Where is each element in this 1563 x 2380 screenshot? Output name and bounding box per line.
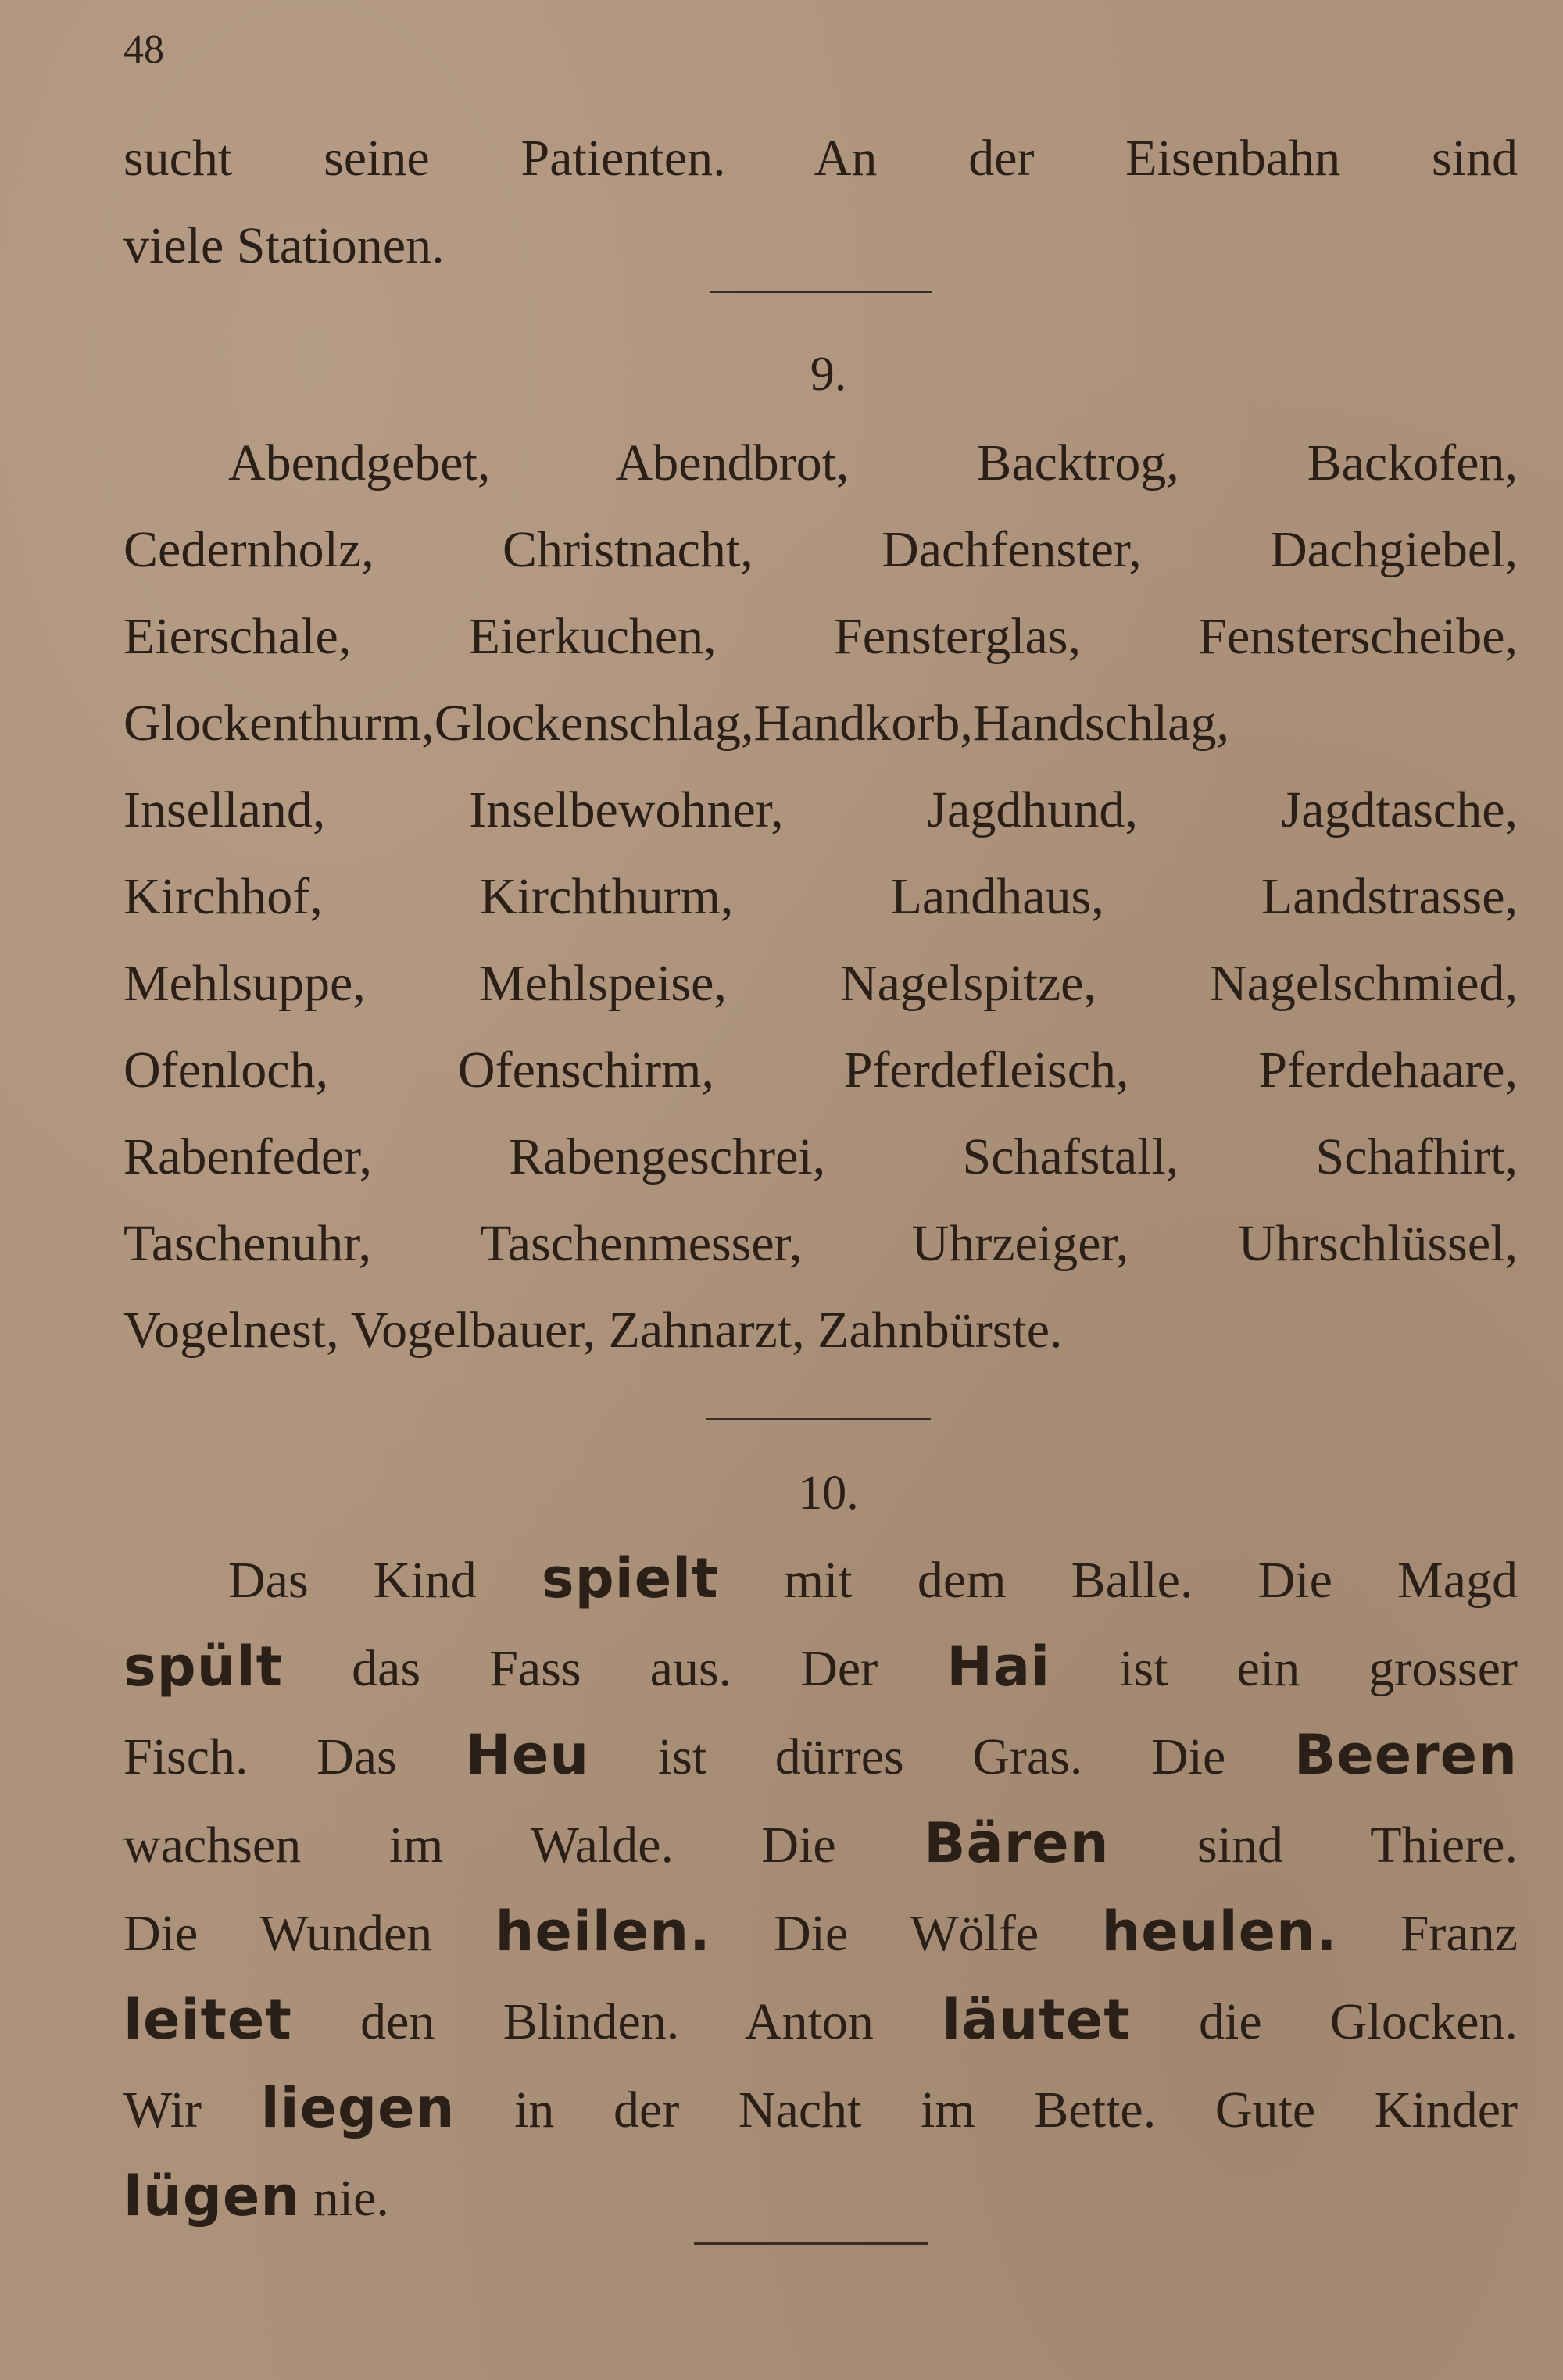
emphasized-word: Hai (946, 1635, 1051, 1699)
text-segment: wachsen im Walde. Die (123, 1817, 925, 1874)
text-line (123, 1988, 1518, 2052)
text-line (228, 1546, 1518, 1610)
text-line: sucht seine Patienten. An der Eisenbahn sind (123, 130, 1518, 187)
text-line: Vogelnest, Vogelbauer, Zahnarzt, Zahnbürste. (123, 1302, 1063, 1359)
text-segment: die Glocken. (1130, 1993, 1518, 2050)
section-number: 10. (798, 1467, 859, 1520)
text-line (123, 2076, 1518, 2140)
text-segment: nie. (300, 2170, 389, 2227)
text-line: Inselland, Inselbewohner, Jagdhund, Jagdtasche, (123, 781, 1518, 838)
emphasized-word: Bären (924, 1811, 1110, 1875)
text-line (123, 1811, 1518, 1875)
text-line (123, 1723, 1518, 1787)
emphasized-word: leitet (123, 1988, 292, 2052)
text-line: Rabenfeder, Rabengeschrei, Schafstall, Schafhirt, (123, 1128, 1518, 1185)
text-segment: ist dürres Gras. Die (589, 1728, 1294, 1785)
emphasized-word: heulen. (1101, 1899, 1338, 1964)
text-segment: das Fass aus. Der (283, 1640, 947, 1697)
text-line: Ofenloch, Ofenschirm, Pferdefleisch, Pferdehaare, (123, 1042, 1518, 1099)
text-line: Taschenuhr, Taschenmesser, Uhrzeiger, Uhrschlüssel, (123, 1215, 1518, 1272)
text-line: Cedernholz, Christnacht, Dachfenster, Dachgiebel, (123, 521, 1518, 578)
text-line: viele Stationen. (123, 217, 445, 274)
emphasized-word: spielt (541, 1546, 719, 1610)
section-divider (706, 1418, 931, 1420)
text-segment: Franz (1337, 1905, 1518, 1962)
text-line: Kirchhof, Kirchthurm, Landhaus, Landstrasse, (123, 868, 1518, 925)
emphasized-word: lügen (123, 2164, 301, 2228)
text-segment: sind Thiere. (1109, 1817, 1518, 1874)
emphasized-word: Heu (465, 1723, 590, 1787)
text-segment: den Blinden. Anton (291, 1993, 942, 2050)
section-divider (710, 291, 932, 293)
text-line: Glockenthurm,Glockenschlag,Handkorb,Handschlag, (123, 695, 1229, 752)
text-segment: mit dem Balle. Die Magd (718, 1552, 1518, 1609)
emphasized-word: spült (123, 1635, 284, 1699)
section-number: 9. (810, 348, 847, 401)
emphasized-word: liegen (260, 2076, 456, 2140)
text-segment: Die Wunden (123, 1905, 495, 1962)
emphasized-word: heilen. (495, 1899, 711, 1964)
text-line (123, 2164, 1518, 2228)
text-segment: Die Wölfe (710, 1905, 1102, 1962)
section-divider (694, 2242, 928, 2245)
text-line: Mehlsuppe, Mehlspeise, Nagelspitze, Nagelschmied, (123, 955, 1518, 1012)
page-number: 48 (123, 27, 164, 72)
text-line (123, 1899, 1518, 1964)
text-line: Eierschale, Eierkuchen, Fensterglas, Fensterscheibe, (123, 608, 1518, 665)
text-segment: Das Kind (228, 1552, 542, 1609)
emphasized-word: Beeren (1293, 1723, 1518, 1787)
text-segment: in der Nacht im Bette. Gute Kinder (455, 2082, 1518, 2139)
text-line (123, 1635, 1518, 1699)
text-line: Abendgebet, Abendbrot, Backtrog, Backofen, (228, 434, 1518, 491)
text-segment: ist ein grosser (1050, 1640, 1518, 1697)
text-segment: Wir (123, 2082, 261, 2139)
emphasized-word: läutet (942, 1988, 1131, 2052)
text-segment: Fisch. Das (123, 1728, 466, 1785)
